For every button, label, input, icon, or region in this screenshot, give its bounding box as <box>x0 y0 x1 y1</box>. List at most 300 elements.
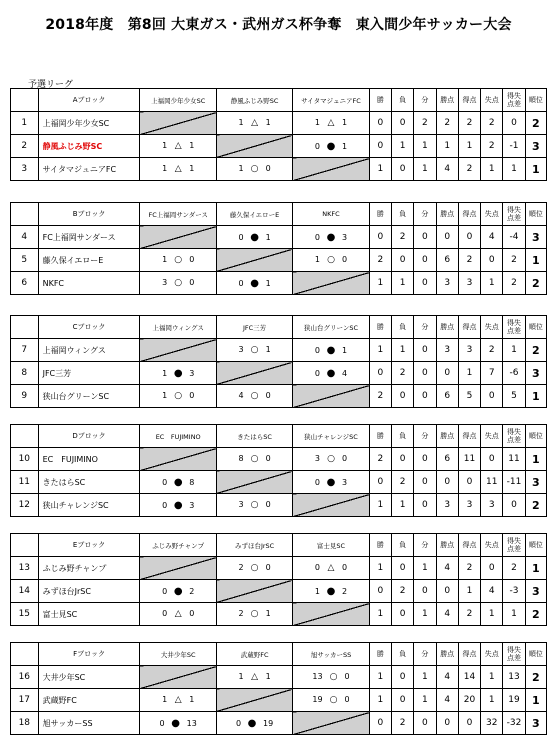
stat-value: 2 <box>458 603 480 626</box>
stat-header: 勝点 <box>436 534 458 557</box>
score-for: 0 <box>314 368 320 378</box>
team-name: 上福岡少年少女SC <box>38 112 140 135</box>
score-for: 3 <box>314 454 320 463</box>
match-result <box>216 712 292 735</box>
stat-value: 4 <box>436 158 458 181</box>
stat-value: 32 <box>481 712 503 735</box>
table-row <box>11 385 547 408</box>
score-for: 3 <box>238 500 244 509</box>
draw-mark-icon: △ <box>174 695 182 705</box>
header-corner <box>11 316 39 339</box>
score-for: 1 <box>162 255 168 264</box>
team-name: EC FUJIMINO <box>38 448 140 471</box>
stat-value: 2 <box>481 339 503 362</box>
stat-value: 6 <box>436 249 458 272</box>
group-header-row <box>11 203 547 226</box>
self-match-cell <box>216 471 292 494</box>
group-table <box>10 533 547 626</box>
table-row <box>11 339 547 362</box>
self-match-cell <box>293 712 369 735</box>
rank-value: 1 <box>525 689 546 712</box>
table-row <box>11 362 547 385</box>
opponent-header: みずほ台JrSC <box>216 534 292 557</box>
stat-value: 0 <box>436 471 458 494</box>
stat-value: 1 <box>391 135 413 158</box>
stat-value: 7 <box>481 362 503 385</box>
stat-header <box>503 89 525 112</box>
score-against: 0 <box>265 563 271 572</box>
stat-value: 1 <box>414 666 436 689</box>
stat-value: 0 <box>481 557 503 580</box>
win-mark-icon: ○ <box>250 609 259 619</box>
score-against: 1 <box>265 672 271 681</box>
group-name: Dブロック <box>38 425 140 448</box>
rank-value: 3 <box>525 712 546 735</box>
team-name: サイタマジュニアFC <box>38 158 140 181</box>
stat-value: 5 <box>458 385 480 408</box>
score-for: 0 <box>159 718 165 728</box>
score-against: 1 <box>189 695 195 704</box>
stat-value: 0 <box>481 249 503 272</box>
draw-mark-icon: △ <box>174 141 182 151</box>
goal-diff-header: 得失 点差 <box>507 537 522 553</box>
team-name: 藤久保イエローE <box>38 249 140 272</box>
self-match-cell <box>293 603 369 626</box>
loss-mark-icon: ● <box>173 499 183 511</box>
stat-header: 失点 <box>481 316 503 339</box>
score-for: 3 <box>162 278 168 287</box>
stat-header: 負 <box>391 425 413 448</box>
goal-diff-header: 得失 点差 <box>507 428 522 444</box>
rank-value: 3 <box>525 135 546 158</box>
stat-value: 1 <box>369 272 391 295</box>
stat-value: 0 <box>414 494 436 517</box>
stat-value: 6 <box>436 448 458 471</box>
stat-value: 4 <box>481 580 503 603</box>
row-number: 12 <box>11 494 39 517</box>
match-result <box>140 158 216 181</box>
score-for: 0 <box>314 563 320 572</box>
stat-header: 失点 <box>481 643 503 666</box>
stat-header: 勝点 <box>436 425 458 448</box>
win-mark-icon: ○ <box>329 672 338 682</box>
loss-mark-icon: ● <box>326 476 336 488</box>
score-for: 2 <box>238 609 244 618</box>
team-name: ふじみ野チャンプ <box>38 557 140 580</box>
score-against: 13 <box>186 718 197 728</box>
stat-value: 0 <box>414 385 436 408</box>
stat-value: 0 <box>458 226 480 249</box>
team-name: 狭山台グリーンSC <box>38 385 140 408</box>
score-for: 13 <box>312 672 323 681</box>
stat-header: 順位 <box>525 89 546 112</box>
stat-value: 0 <box>414 339 436 362</box>
stat-value: 1 <box>481 689 503 712</box>
stat-value: 0 <box>391 689 413 712</box>
stat-value: 1 <box>369 494 391 517</box>
score-for: 0 <box>235 718 242 728</box>
score-against: 0 <box>342 454 348 463</box>
stat-value: 2 <box>481 112 503 135</box>
score-against: 3 <box>189 500 195 510</box>
rank-value: 3 <box>525 362 546 385</box>
draw-mark-icon: △ <box>251 672 259 682</box>
score-against: 1 <box>265 345 271 354</box>
table-row <box>11 112 547 135</box>
stat-header: 分 <box>414 89 436 112</box>
opponent-header: 大井少年SC <box>140 643 216 666</box>
score-for: 0 <box>238 232 244 242</box>
score-for: 2 <box>238 563 244 572</box>
score-against: 1 <box>342 141 348 151</box>
team-name: FC上福岡サンダース <box>38 226 140 249</box>
stat-header: 負 <box>391 316 413 339</box>
score-for: 1 <box>314 586 320 596</box>
stat-header: 得点 <box>458 425 480 448</box>
stat-value: -32 <box>503 712 525 735</box>
team-name: 大井少年SC <box>38 666 140 689</box>
stat-value: 11 <box>481 471 503 494</box>
score-for: 19 <box>312 695 323 704</box>
table-row <box>11 712 547 735</box>
stat-header: 勝点 <box>436 89 458 112</box>
rank-value: 3 <box>525 471 546 494</box>
stat-value: 13 <box>503 666 525 689</box>
match-result <box>140 135 216 158</box>
stat-header: 失点 <box>481 425 503 448</box>
team-name: きたはらSC <box>38 471 140 494</box>
self-match-cell <box>293 385 369 408</box>
score-against: 0 <box>189 609 195 618</box>
stat-value: 0 <box>369 135 391 158</box>
table-row <box>11 135 547 158</box>
loss-mark-icon: ● <box>173 476 183 488</box>
score-against: 1 <box>265 118 271 127</box>
rank-value: 2 <box>525 272 546 295</box>
stat-header: 負 <box>391 534 413 557</box>
stat-header: 勝 <box>369 425 391 448</box>
rank-value: 3 <box>525 580 546 603</box>
match-result <box>293 471 369 494</box>
stat-value: 2 <box>503 557 525 580</box>
row-number: 16 <box>11 666 39 689</box>
stat-value: 1 <box>414 158 436 181</box>
opponent-header: NKFC <box>293 203 369 226</box>
stat-header: 分 <box>414 203 436 226</box>
self-match-cell <box>293 158 369 181</box>
stat-value: 4 <box>481 226 503 249</box>
match-result <box>293 448 369 471</box>
stat-value: 1 <box>391 494 413 517</box>
score-against: 1 <box>265 232 271 242</box>
rank-value: 1 <box>525 448 546 471</box>
stat-value: 0 <box>436 362 458 385</box>
stat-value: 2 <box>436 112 458 135</box>
opponent-header: 上福岡ウィングス <box>140 316 216 339</box>
row-number: 3 <box>11 158 39 181</box>
self-match-cell <box>216 689 292 712</box>
score-against: 3 <box>342 477 348 487</box>
table-row <box>11 471 547 494</box>
self-match-cell <box>293 494 369 517</box>
table-row <box>11 448 547 471</box>
score-for: 0 <box>162 477 168 487</box>
stat-value: 4 <box>436 557 458 580</box>
stat-value: 2 <box>458 158 480 181</box>
stat-value: 2 <box>458 249 480 272</box>
rank-value: 1 <box>525 249 546 272</box>
team-name: NKFC <box>38 272 140 295</box>
stat-value: 0 <box>414 471 436 494</box>
match-result <box>293 689 369 712</box>
score-for: 3 <box>238 345 244 354</box>
table-row <box>11 226 547 249</box>
header-corner <box>11 425 39 448</box>
self-match-cell <box>216 362 292 385</box>
self-match-cell <box>140 339 216 362</box>
stat-header: 勝 <box>369 534 391 557</box>
team-name: 静風ふじみ野SC <box>38 135 140 158</box>
win-mark-icon: ○ <box>250 454 259 464</box>
team-name: JFC三芳 <box>38 362 140 385</box>
win-mark-icon: ○ <box>174 391 183 401</box>
table-row <box>11 603 547 626</box>
team-name: 富士見SC <box>38 603 140 626</box>
stat-value: 4 <box>436 603 458 626</box>
table-row <box>11 580 547 603</box>
row-number: 8 <box>11 362 39 385</box>
stat-header: 失点 <box>481 203 503 226</box>
match-result <box>216 158 292 181</box>
rank-value: 2 <box>525 112 546 135</box>
score-against: 0 <box>344 672 350 681</box>
stat-value: 0 <box>369 580 391 603</box>
stat-value: 0 <box>503 112 525 135</box>
stat-value: 3 <box>436 272 458 295</box>
stat-value: 2 <box>481 135 503 158</box>
score-for: 1 <box>314 118 320 127</box>
loss-mark-icon: ● <box>326 367 336 379</box>
stat-value: 2 <box>391 712 413 735</box>
win-mark-icon: ○ <box>250 500 259 510</box>
score-for: 1 <box>162 391 168 400</box>
opponent-header: 富士見SC <box>293 534 369 557</box>
match-result <box>140 362 216 385</box>
stat-value: 1 <box>369 339 391 362</box>
stat-header: 得点 <box>458 534 480 557</box>
row-number: 18 <box>11 712 39 735</box>
match-result <box>140 580 216 603</box>
group-header-row <box>11 643 547 666</box>
row-number: 15 <box>11 603 39 626</box>
stat-value: 0 <box>391 666 413 689</box>
stat-value: 1 <box>481 272 503 295</box>
self-match-cell <box>140 112 216 135</box>
opponent-header: JFC三芳 <box>216 316 292 339</box>
stat-value: 2 <box>414 112 436 135</box>
stat-value: 2 <box>391 362 413 385</box>
stat-value: 0 <box>436 580 458 603</box>
stat-value: 11 <box>458 448 480 471</box>
header-corner <box>11 534 39 557</box>
stat-value: 1 <box>503 603 525 626</box>
stat-value: 0 <box>414 226 436 249</box>
stat-header: 負 <box>391 203 413 226</box>
loss-mark-icon: ● <box>171 717 180 729</box>
stat-value: 3 <box>436 339 458 362</box>
stat-value: 0 <box>391 448 413 471</box>
score-against: 19 <box>263 718 274 728</box>
group-header-row <box>11 316 547 339</box>
row-number: 1 <box>11 112 39 135</box>
goal-diff-header: 得失 点差 <box>507 319 522 335</box>
stat-value: 0 <box>414 712 436 735</box>
stat-value: 0 <box>458 712 480 735</box>
stat-value: 14 <box>458 666 480 689</box>
loss-mark-icon: ● <box>250 231 259 243</box>
opponent-header: ふじみ野チャンプ <box>140 534 216 557</box>
score-for: 0 <box>162 609 168 618</box>
group-name: Cブロック <box>38 316 140 339</box>
draw-mark-icon: △ <box>174 609 182 619</box>
stat-header: 勝 <box>369 643 391 666</box>
self-match-cell <box>140 226 216 249</box>
table-row <box>11 689 547 712</box>
match-result <box>216 112 292 135</box>
score-for: 1 <box>162 695 168 704</box>
score-against: 1 <box>342 118 348 127</box>
match-result <box>293 112 369 135</box>
stat-value: -11 <box>503 471 525 494</box>
stat-header: 順位 <box>525 316 546 339</box>
group-name: Fブロック <box>38 643 140 666</box>
opponent-header: きたはらSC <box>216 425 292 448</box>
stat-value: 1 <box>436 135 458 158</box>
stat-header <box>503 534 525 557</box>
stat-value: 3 <box>458 272 480 295</box>
match-result <box>140 385 216 408</box>
score-for: 1 <box>162 141 168 150</box>
loss-mark-icon: ● <box>326 231 336 243</box>
stat-value: 3 <box>458 339 480 362</box>
header-corner <box>11 89 39 112</box>
stat-value: 4 <box>436 689 458 712</box>
group-table <box>10 202 547 295</box>
score-for: 0 <box>314 477 320 487</box>
stat-value: 1 <box>369 603 391 626</box>
stat-value: 1 <box>369 158 391 181</box>
stat-header: 順位 <box>525 643 546 666</box>
match-result <box>140 272 216 295</box>
score-for: 1 <box>314 255 320 264</box>
score-for: 1 <box>162 368 168 378</box>
draw-mark-icon: △ <box>251 118 259 128</box>
score-against: 1 <box>189 164 195 173</box>
self-match-cell <box>216 580 292 603</box>
stat-value: 0 <box>391 385 413 408</box>
match-result <box>216 557 292 580</box>
match-result <box>216 448 292 471</box>
stat-header <box>503 203 525 226</box>
stat-value: 1 <box>481 603 503 626</box>
rank-value: 3 <box>525 226 546 249</box>
draw-mark-icon: △ <box>174 164 182 174</box>
team-name: 上福岡ウィングス <box>38 339 140 362</box>
self-match-cell <box>140 557 216 580</box>
group-name: Aブロック <box>38 89 140 112</box>
stat-value: 0 <box>369 112 391 135</box>
stat-header: 失点 <box>481 89 503 112</box>
opponent-header: 武蔵野FC <box>216 643 292 666</box>
score-against: 1 <box>265 609 271 618</box>
stat-value: 0 <box>391 603 413 626</box>
match-result <box>293 135 369 158</box>
match-result <box>293 339 369 362</box>
score-for: 8 <box>238 454 244 463</box>
stat-header: 得点 <box>458 203 480 226</box>
score-for: 0 <box>162 586 168 596</box>
score-against: 3 <box>189 368 195 378</box>
group-header-row <box>11 425 547 448</box>
score-against: 2 <box>189 586 195 596</box>
score-for: 0 <box>314 232 320 242</box>
score-against: 0 <box>265 500 271 509</box>
row-number: 5 <box>11 249 39 272</box>
rank-value: 1 <box>525 158 546 181</box>
stat-header <box>503 643 525 666</box>
match-result <box>293 362 369 385</box>
stat-header: 勝 <box>369 89 391 112</box>
stat-value: -3 <box>503 580 525 603</box>
stat-header: 順位 <box>525 425 546 448</box>
opponent-header: 狭山チャレンジSC <box>293 425 369 448</box>
score-for: 4 <box>238 391 244 400</box>
rank-value: 2 <box>525 603 546 626</box>
stat-header: 勝 <box>369 203 391 226</box>
self-match-cell <box>216 249 292 272</box>
rank-value: 2 <box>525 494 546 517</box>
match-result <box>293 226 369 249</box>
score-against: 1 <box>265 278 271 288</box>
stat-value: 0 <box>414 580 436 603</box>
stat-value: 2 <box>369 448 391 471</box>
match-result <box>216 666 292 689</box>
score-against: 1 <box>342 345 348 355</box>
score-against: 0 <box>189 255 195 264</box>
rank-value: 1 <box>525 385 546 408</box>
stat-value: 0 <box>391 557 413 580</box>
match-result <box>140 249 216 272</box>
stat-header: 分 <box>414 425 436 448</box>
page-title: 2018年度 第8回 大東ガス・武州ガス杯争奪 東入間少年サッカー大会 <box>45 17 512 33</box>
match-result <box>216 272 292 295</box>
loss-mark-icon: ● <box>173 585 183 597</box>
score-against: 8 <box>189 477 195 487</box>
score-for: 0 <box>238 278 244 288</box>
match-result <box>216 603 292 626</box>
score-for: 1 <box>238 118 244 127</box>
stat-value: 0 <box>414 448 436 471</box>
score-against: 2 <box>342 586 348 596</box>
score-against: 0 <box>342 255 348 264</box>
table-row <box>11 158 547 181</box>
group-table <box>10 642 547 735</box>
stat-value: 1 <box>369 666 391 689</box>
stat-header: 勝 <box>369 316 391 339</box>
score-for: 0 <box>314 141 320 151</box>
stat-value: 2 <box>391 226 413 249</box>
stat-value: -6 <box>503 362 525 385</box>
